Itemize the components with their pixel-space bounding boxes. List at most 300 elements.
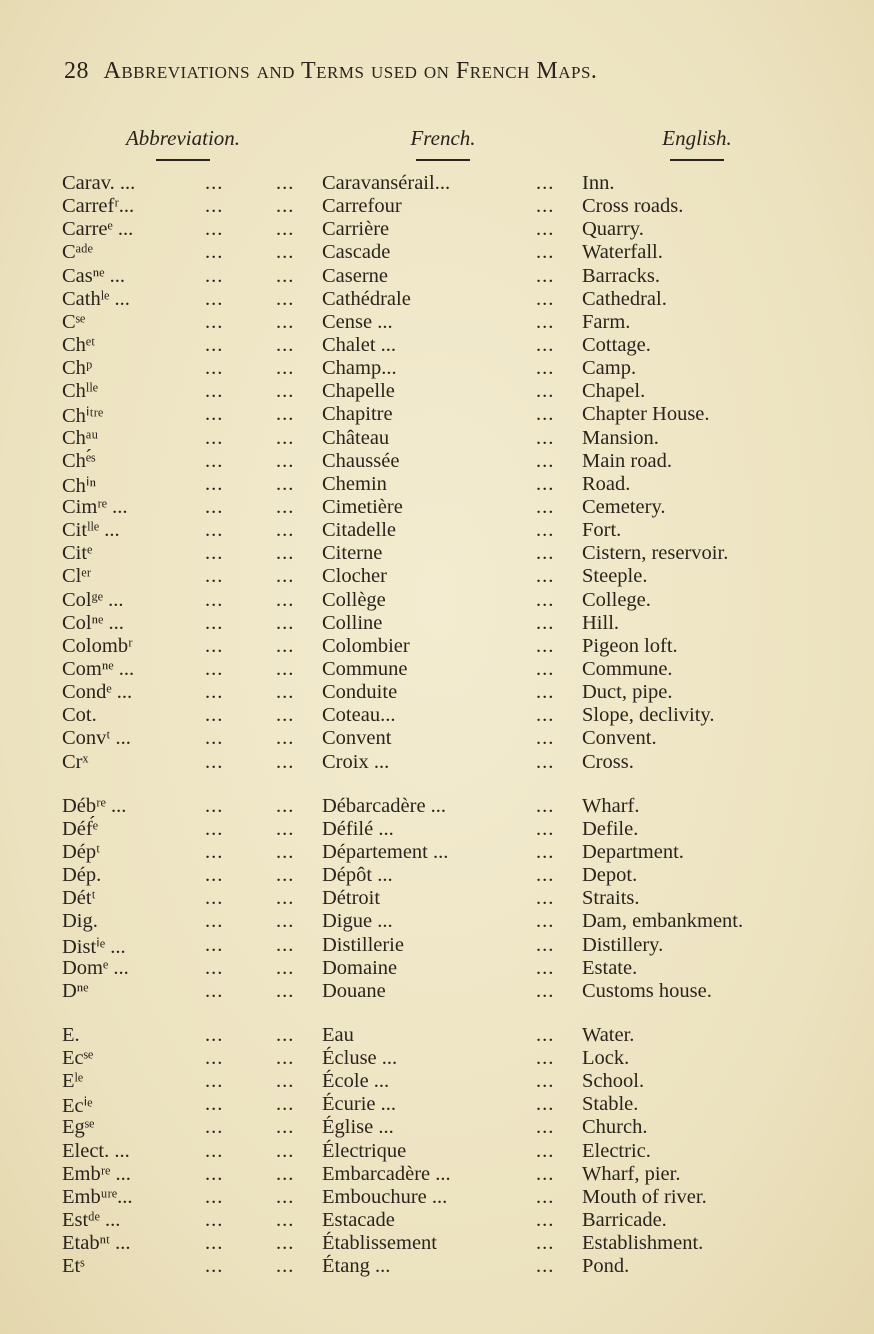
table-row — [62, 1047, 862, 1070]
leader-dots: ... — [276, 704, 295, 727]
table-row — [62, 1209, 862, 1232]
abbreviation-cell: Cot. — [62, 704, 97, 727]
leader-dots: ... — [536, 611, 555, 634]
table-row — [62, 450, 862, 473]
leader-dots: ... — [536, 1209, 555, 1232]
leader-dots: ... — [276, 1209, 295, 1232]
abbreviation-cell: Colᵍᵉ ... — [62, 588, 124, 611]
french-cell: Champ... — [322, 357, 397, 380]
english-cell: Stable. — [582, 1093, 639, 1116]
leader-dots: ... — [276, 1162, 295, 1185]
english-cell: Lock. — [582, 1047, 630, 1070]
abbreviation-cell: Estᵈᵉ ... — [62, 1209, 121, 1232]
leader-dots: ... — [536, 956, 555, 979]
table-row — [62, 795, 862, 818]
leader-dots: ... — [205, 287, 224, 310]
french-cell: Chapitre — [322, 403, 393, 426]
abbreviation-cell: Embʳᵉ ... — [62, 1162, 131, 1185]
english-cell: Hill. — [582, 611, 620, 634]
leader-dots: ... — [276, 495, 295, 518]
french-cell: Caserne — [322, 264, 389, 287]
leader-dots: ... — [276, 864, 295, 887]
english-cell: Distillery. — [582, 933, 664, 956]
leader-dots: ... — [276, 887, 295, 910]
french-cell: Douane — [322, 979, 386, 1002]
abbreviation-cell: Carrefʳ... — [62, 195, 135, 218]
french-cell: Domaine — [322, 956, 398, 979]
french-cell: Eau — [322, 1023, 354, 1046]
french-cell: Embarcadère ... — [322, 1162, 451, 1185]
abbreviation-table — [62, 172, 862, 1299]
english-cell: Road. — [582, 472, 631, 495]
abbreviation-cell: Cᵃᵈᵉ — [62, 241, 93, 264]
french-cell: Département ... — [322, 840, 449, 863]
leader-dots: ... — [276, 310, 295, 333]
leader-dots: ... — [205, 910, 224, 933]
leader-dots: ... — [536, 542, 555, 565]
leader-dots: ... — [276, 840, 295, 863]
column-header-rule — [156, 159, 210, 161]
leader-dots: ... — [276, 449, 295, 472]
english-cell: Estate. — [582, 956, 638, 979]
leader-dots: ... — [536, 357, 555, 380]
leader-dots: ... — [205, 1162, 224, 1185]
english-cell: Establishment. — [582, 1232, 704, 1255]
leader-dots: ... — [205, 357, 224, 380]
leader-dots: ... — [536, 195, 555, 218]
leader-dots: ... — [276, 1139, 295, 1162]
column-header-english — [622, 126, 772, 161]
leader-dots: ... — [536, 727, 555, 750]
leader-dots: ... — [536, 657, 555, 680]
leader-dots: ... — [536, 333, 555, 356]
leader-dots: ... — [276, 657, 295, 680]
table-group — [62, 172, 862, 774]
english-cell: Commune. — [582, 657, 673, 680]
french-cell: Distillerie — [322, 933, 404, 956]
table-row — [62, 612, 862, 635]
french-cell: Citerne — [322, 542, 383, 565]
leader-dots: ... — [536, 1070, 555, 1093]
french-cell: Électrique — [322, 1139, 407, 1162]
leader-dots: ... — [276, 794, 295, 817]
leader-dots: ... — [536, 794, 555, 817]
french-cell: Carrière — [322, 218, 390, 241]
english-cell: Cathedral. — [582, 287, 667, 310]
abbreviation-cell: Dⁿᵉ — [62, 979, 89, 1002]
table-row — [62, 241, 862, 264]
english-cell: Inn. — [582, 172, 615, 194]
leader-dots: ... — [205, 933, 224, 956]
leader-dots: ... — [205, 864, 224, 887]
english-cell: Chapel. — [582, 380, 646, 403]
leader-dots: ... — [536, 1093, 555, 1116]
leader-dots: ... — [536, 634, 555, 657]
abbreviation-cell: Etabⁿᵗ ... — [62, 1232, 131, 1255]
leader-dots: ... — [205, 1047, 224, 1070]
abbreviation-cell: Carav. ... — [62, 172, 136, 194]
leader-dots: ... — [205, 195, 224, 218]
page-number: 28 — [64, 58, 89, 84]
leader-dots: ... — [276, 933, 295, 956]
leader-dots: ... — [276, 727, 295, 750]
leader-dots: ... — [276, 1255, 295, 1278]
abbreviation-cell: Convᵗ ... — [62, 727, 131, 750]
french-cell: Détroit — [322, 887, 381, 910]
leader-dots: ... — [536, 1139, 555, 1162]
english-cell: Customs house. — [582, 979, 712, 1002]
leader-dots: ... — [536, 1232, 555, 1255]
leader-dots: ... — [276, 1070, 295, 1093]
leader-dots: ... — [276, 634, 295, 657]
english-cell: Camp. — [582, 357, 637, 380]
french-cell: Château — [322, 426, 390, 449]
abbreviation-cell: Citᵉ — [62, 542, 93, 565]
table-row — [62, 658, 862, 681]
leader-dots: ... — [276, 426, 295, 449]
french-cell: Caravansérail... — [322, 172, 451, 194]
leader-dots: ... — [205, 1023, 224, 1046]
english-cell: Defile. — [582, 817, 639, 840]
english-cell: Depot. — [582, 864, 638, 887]
table-row — [62, 519, 862, 542]
french-cell: Commune — [322, 657, 408, 680]
leader-dots: ... — [276, 1116, 295, 1139]
leader-dots: ... — [276, 357, 295, 380]
leader-dots: ... — [536, 449, 555, 472]
leader-dots: ... — [536, 519, 555, 542]
leader-dots: ... — [536, 750, 555, 773]
table-row — [62, 818, 862, 841]
leader-dots: ... — [276, 1023, 295, 1046]
leader-dots: ... — [536, 241, 555, 264]
leader-dots: ... — [276, 287, 295, 310]
table-row — [62, 195, 862, 218]
leader-dots: ... — [205, 750, 224, 773]
english-cell: Cottage. — [582, 333, 651, 356]
column-header-rule — [416, 159, 470, 161]
abbreviation-cell: Casⁿᵉ ... — [62, 264, 125, 287]
abbreviation-cell: Etˢ — [62, 1255, 85, 1278]
french-cell: Croix ... — [322, 750, 390, 773]
leader-dots: ... — [536, 264, 555, 287]
english-cell: Quarry. — [582, 218, 644, 241]
english-cell: Fort. — [582, 519, 622, 542]
leader-dots: ... — [276, 195, 295, 218]
table-row — [62, 334, 862, 357]
leader-dots: ... — [205, 565, 224, 588]
leader-dots: ... — [276, 956, 295, 979]
abbreviation-cell: Crˣ — [62, 750, 89, 773]
leader-dots: ... — [205, 887, 224, 910]
english-cell: Barracks. — [582, 264, 660, 287]
english-cell: Farm. — [582, 310, 631, 333]
table-row — [62, 980, 862, 1003]
leader-dots: ... — [536, 840, 555, 863]
french-cell: Chalet ... — [322, 333, 397, 356]
french-cell: Étang ... — [322, 1255, 391, 1278]
french-cell: Collège — [322, 588, 386, 611]
english-cell: Cross. — [582, 750, 634, 773]
leader-dots: ... — [276, 611, 295, 634]
leader-dots: ... — [205, 588, 224, 611]
leader-dots: ... — [276, 172, 295, 194]
column-header-rule — [670, 159, 724, 161]
leader-dots: ... — [276, 218, 295, 241]
leader-dots: ... — [536, 933, 555, 956]
leader-dots: ... — [205, 1255, 224, 1278]
leader-dots: ... — [276, 588, 295, 611]
english-cell: School. — [582, 1070, 645, 1093]
abbreviation-cell: Domᵉ ... — [62, 956, 129, 979]
english-cell: Straits. — [582, 887, 640, 910]
leader-dots: ... — [536, 310, 555, 333]
french-cell: Colombier — [322, 634, 410, 657]
english-cell: Slope, declivity. — [582, 704, 715, 727]
leader-dots: ... — [276, 542, 295, 565]
abbreviation-cell: Chᵉ́ˢ — [62, 449, 96, 472]
abbreviation-cell: Cathˡᵉ ... — [62, 287, 130, 310]
abbreviation-cell: Clᵉʳ — [62, 565, 92, 588]
leader-dots: ... — [536, 588, 555, 611]
abbreviation-cell: Débʳᵉ ... — [62, 794, 127, 817]
leader-dots: ... — [205, 172, 224, 194]
leader-dots: ... — [536, 681, 555, 704]
english-cell: Cemetery. — [582, 495, 666, 518]
abbreviation-cell: Chᵃᵘ — [62, 426, 99, 449]
table-row — [62, 1093, 862, 1116]
abbreviation-cell: Dép. — [62, 864, 102, 887]
table-row — [62, 704, 862, 727]
leader-dots: ... — [536, 403, 555, 426]
leader-dots: ... — [536, 218, 555, 241]
leader-dots: ... — [205, 611, 224, 634]
english-cell: Duct, pipe. — [582, 681, 673, 704]
table-row — [62, 427, 862, 450]
leader-dots: ... — [205, 495, 224, 518]
leader-dots: ... — [276, 681, 295, 704]
leader-dots: ... — [536, 172, 555, 194]
abbreviation-cell: Distⁱᵉ ... — [62, 935, 126, 958]
leader-dots: ... — [205, 310, 224, 333]
abbreviation-cell: Chᵉᵗ — [62, 333, 96, 356]
leader-dots: ... — [276, 1093, 295, 1116]
english-cell: Church. — [582, 1116, 648, 1139]
leader-dots: ... — [536, 1255, 555, 1278]
abbreviation-cell: Comⁿᵉ ... — [62, 657, 135, 680]
leader-dots: ... — [205, 403, 224, 426]
table-row — [62, 841, 862, 864]
leader-dots: ... — [205, 218, 224, 241]
english-cell: Mouth of river. — [582, 1185, 707, 1208]
french-cell: Colline — [322, 611, 383, 634]
french-cell: Cascade — [322, 241, 391, 264]
french-cell: Cathédrale — [322, 287, 411, 310]
leader-dots: ... — [205, 840, 224, 863]
french-cell: Chemin — [322, 472, 387, 495]
english-cell: Wharf. — [582, 794, 640, 817]
english-cell: Pigeon loft. — [582, 634, 678, 657]
leader-dots: ... — [536, 887, 555, 910]
leader-dots: ... — [276, 1232, 295, 1255]
french-cell: Établissement — [322, 1232, 438, 1255]
leader-dots: ... — [205, 449, 224, 472]
abbreviation-cell: Citˡˡᵉ ... — [62, 519, 120, 542]
french-cell: Coteau... — [322, 704, 396, 727]
table-row — [62, 681, 862, 704]
leader-dots: ... — [536, 472, 555, 495]
table-row — [62, 910, 862, 933]
abbreviation-cell: Colⁿᵉ ... — [62, 611, 124, 634]
leader-dots: ... — [536, 287, 555, 310]
table-row — [62, 1255, 862, 1278]
abbreviation-cell: Carreᵉ ... — [62, 218, 134, 241]
table-row — [62, 727, 862, 750]
abbreviation-cell: E. — [62, 1023, 80, 1046]
leader-dots: ... — [536, 426, 555, 449]
table-group — [62, 795, 862, 1003]
english-cell: Convent. — [582, 727, 657, 750]
abbreviation-cell: Eˡᵉ — [62, 1070, 84, 1093]
leader-dots: ... — [276, 403, 295, 426]
french-cell: Dépôt ... — [322, 864, 393, 887]
table-row — [62, 496, 862, 519]
leader-dots: ... — [536, 704, 555, 727]
leader-dots: ... — [205, 1070, 224, 1093]
leader-dots: ... — [205, 727, 224, 750]
abbreviation-cell: Chᵖ — [62, 357, 93, 380]
english-cell: Wharf, pier. — [582, 1162, 681, 1185]
french-cell: Carrefour — [322, 195, 402, 218]
french-cell: Estacade — [322, 1209, 395, 1232]
page-header — [64, 58, 844, 85]
french-cell: Digue ... — [322, 910, 393, 933]
french-cell: Défilé ... — [322, 817, 394, 840]
table-row — [62, 1070, 862, 1093]
english-cell: Steeple. — [582, 565, 648, 588]
leader-dots: ... — [205, 333, 224, 356]
leader-dots: ... — [536, 495, 555, 518]
leader-dots: ... — [276, 380, 295, 403]
abbreviation-cell: Déf́ᵉ — [62, 817, 98, 840]
leader-dots: ... — [205, 794, 224, 817]
french-cell: Convent — [322, 727, 392, 750]
table-row — [62, 934, 862, 957]
abbreviation-cell: Condᵉ ... — [62, 681, 133, 704]
abbreviation-cell: Egˢᵉ — [62, 1116, 95, 1139]
table-row — [62, 565, 862, 588]
leader-dots: ... — [205, 264, 224, 287]
abbreviation-cell: Cˢᵉ — [62, 310, 86, 333]
leader-dots: ... — [205, 1116, 224, 1139]
abbreviation-cell: Chⁱᵗʳᵉ — [62, 405, 104, 428]
leader-dots: ... — [205, 380, 224, 403]
table-row — [62, 957, 862, 980]
column-header-abbreviation-label: Abbreviation. — [125, 126, 241, 150]
leader-dots: ... — [536, 864, 555, 887]
french-cell: Cense ... — [322, 310, 393, 333]
leader-dots: ... — [205, 704, 224, 727]
leader-dots: ... — [276, 264, 295, 287]
english-cell: Water. — [582, 1023, 635, 1046]
column-header-french — [368, 126, 518, 161]
abbreviation-cell: Dépᵗ — [62, 840, 101, 863]
english-cell: Pond. — [582, 1255, 630, 1278]
french-cell: Cimetière — [322, 495, 403, 518]
table-row — [62, 403, 862, 426]
table-row — [62, 1163, 862, 1186]
abbreviation-cell: Ecⁱᵉ — [62, 1095, 93, 1118]
english-cell: Cistern, reservoir. — [582, 542, 729, 565]
table-row — [62, 1024, 862, 1047]
leader-dots: ... — [276, 519, 295, 542]
leader-dots: ... — [276, 333, 295, 356]
french-cell: Église ... — [322, 1116, 394, 1139]
leader-dots: ... — [205, 657, 224, 680]
english-cell: Department. — [582, 840, 684, 863]
table-row — [62, 635, 862, 658]
english-cell: Barricade. — [582, 1209, 667, 1232]
table-row — [62, 172, 862, 195]
abbreviation-cell: Ecˢᵉ — [62, 1047, 94, 1070]
abbreviation-cell: Cimʳᵉ ... — [62, 495, 128, 518]
leader-dots: ... — [276, 1185, 295, 1208]
leader-dots: ... — [276, 750, 295, 773]
table-row — [62, 288, 862, 311]
leader-dots: ... — [276, 910, 295, 933]
page-title: Abbreviations and Terms used on French Maps. — [103, 58, 598, 84]
table-row — [62, 218, 862, 241]
table-row — [62, 864, 862, 887]
leader-dots: ... — [205, 1139, 224, 1162]
table-row — [62, 311, 862, 334]
leader-dots: ... — [205, 542, 224, 565]
leader-dots: ... — [536, 380, 555, 403]
leader-dots: ... — [276, 817, 295, 840]
abbreviation-cell: Embᵘʳᵉ... — [62, 1185, 133, 1208]
french-cell: Débarcadère ... — [322, 794, 447, 817]
leader-dots: ... — [536, 565, 555, 588]
table-row — [62, 1232, 862, 1255]
leader-dots: ... — [536, 1162, 555, 1185]
english-cell: College. — [582, 588, 651, 611]
english-cell: Waterfall. — [582, 241, 663, 264]
english-cell: Electric. — [582, 1139, 651, 1162]
english-cell: Chapter House. — [582, 403, 710, 426]
leader-dots: ... — [536, 817, 555, 840]
leader-dots: ... — [536, 910, 555, 933]
table-row — [62, 1140, 862, 1163]
french-cell: Écurie ... — [322, 1093, 396, 1116]
leader-dots: ... — [205, 472, 224, 495]
table-row — [62, 887, 862, 910]
leader-dots: ... — [276, 241, 295, 264]
leader-dots: ... — [536, 1023, 555, 1046]
table-row — [62, 542, 862, 565]
abbreviation-cell: Colombʳ — [62, 634, 133, 657]
leader-dots: ... — [205, 681, 224, 704]
abbreviation-cell: Détᵗ — [62, 887, 96, 910]
leader-dots: ... — [205, 979, 224, 1002]
leader-dots: ... — [276, 1047, 295, 1070]
table-row — [62, 589, 862, 612]
leader-dots: ... — [536, 979, 555, 1002]
table-row — [62, 265, 862, 288]
table-row — [62, 380, 862, 403]
leader-dots: ... — [205, 426, 224, 449]
abbreviation-cell: Chˡˡᵉ — [62, 380, 98, 403]
leader-dots: ... — [276, 979, 295, 1002]
